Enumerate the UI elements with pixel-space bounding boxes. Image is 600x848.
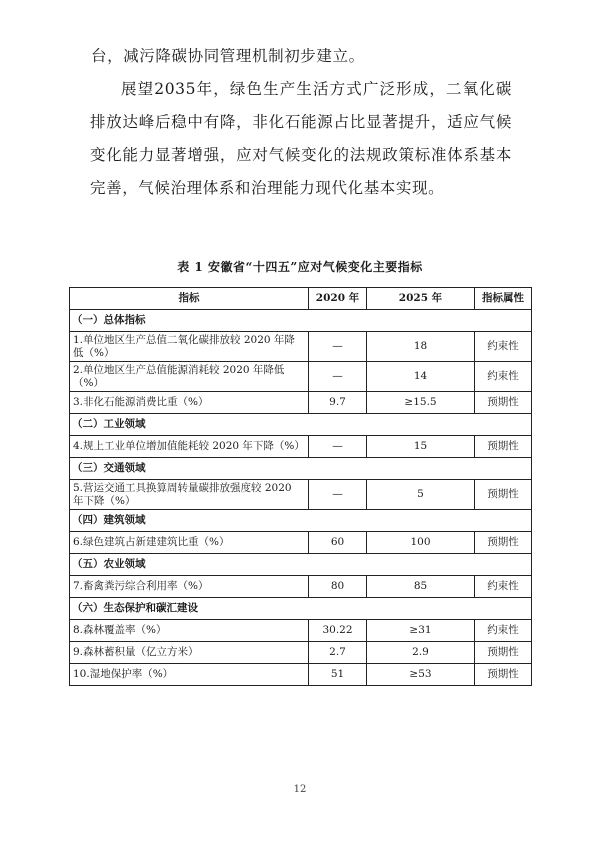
indicator-cell: 8.森林覆盖率（%）: [70, 620, 309, 642]
attribute-cell: 约束性: [475, 332, 532, 362]
indicator-cell: 10.湿地保护率（%）: [70, 664, 309, 686]
table-row: [70, 664, 532, 686]
attribute-cell: 预期性: [475, 664, 532, 686]
value-2025-cell: ≥53: [367, 664, 475, 686]
indicator-cell: 2.单位地区生产总值能源消耗较 2020 年降低（%）: [70, 362, 309, 392]
table-row: [70, 620, 532, 642]
value-2025-cell: ≥15.5: [367, 392, 475, 414]
table-row: [70, 576, 532, 598]
section-row: [70, 414, 532, 436]
attribute-cell: 预期性: [475, 642, 532, 664]
table-row: [70, 532, 532, 554]
section-row: [70, 458, 532, 480]
attribute-cell: 预期性: [475, 392, 532, 414]
indicator-cell: 7.畜禽粪污综合利用率（%）: [70, 576, 309, 598]
value-2020-cell: 60: [309, 532, 367, 554]
value-2025-cell: 100: [367, 532, 475, 554]
indicator-cell: 1.单位地区生产总值二氧化碳排放较 2020 年降低（%）: [70, 332, 309, 362]
paragraph-continuation: 台，减污降碳协同管理机制初步建立。: [91, 47, 365, 65]
value-2020-cell: 80: [309, 576, 367, 598]
paragraph-outlook-2035: 展望2035年，绿色生产生活方式广泛形成，二氧化碳排放达峰后稳中有降，非化石能源占比显著提升，适应气候变化能力显著增强，应对气候变化的法规政策标准体系基本完善，气候治理体系和治理能力现代化基本实现。: [90, 80, 512, 197]
header-attribute: 指标属性: [475, 288, 532, 310]
table-row: [70, 332, 532, 362]
section-row: [70, 598, 532, 620]
value-2025-cell: 15: [367, 436, 475, 458]
value-2020-cell: 2.7: [309, 642, 367, 664]
indicators-table: [69, 287, 532, 686]
indicator-cell: 3.非化石能源消费比重（%）: [70, 392, 309, 414]
value-2025-cell: 14: [367, 362, 475, 392]
value-2025-cell: ≥31: [367, 620, 475, 642]
table-row: [70, 392, 532, 414]
table-row: [70, 362, 532, 392]
section-title: （一）总体指标: [70, 310, 532, 332]
section-title: （五）农业领域: [70, 554, 532, 576]
attribute-cell: 预期性: [475, 480, 532, 510]
header-2020: 2020 年: [309, 288, 367, 310]
value-2020-cell: —: [309, 332, 367, 362]
indicator-cell: 5.营运交通工具换算周转量碳排放强度较 2020 年下降（%）: [70, 480, 309, 510]
attribute-cell: 约束性: [475, 362, 532, 392]
value-2020-cell: —: [309, 480, 367, 510]
indicator-cell: 6.绿色建筑占新建建筑比重（%）: [70, 532, 309, 554]
section-title: （六）生态保护和碳汇建设: [70, 598, 532, 620]
value-2020-cell: 9.7: [309, 392, 367, 414]
indicator-cell: 4.规上工业单位增加值能耗较 2020 年下降（%）: [70, 436, 309, 458]
section-title: （二）工业领域: [70, 414, 532, 436]
section-title: （四）建筑领域: [70, 510, 532, 532]
header-indicator: 指标: [70, 288, 309, 310]
value-2025-cell: 18: [367, 332, 475, 362]
indicator-cell: 9.森林蓄积量（亿立方米）: [70, 642, 309, 664]
value-2020-cell: 30.22: [309, 620, 367, 642]
section-row: [70, 510, 532, 532]
attribute-cell: 预期性: [475, 532, 532, 554]
attribute-cell: 预期性: [475, 436, 532, 458]
table-header-row: [70, 288, 532, 310]
value-2025-cell: 5: [367, 480, 475, 510]
page-number: 12: [293, 784, 307, 795]
attribute-cell: 约束性: [475, 576, 532, 598]
table-body: [70, 310, 532, 686]
table-caption: 表 1 安徽省“十四五”应对气候变化主要指标: [177, 260, 423, 274]
section-title: （三）交通领域: [70, 458, 532, 480]
value-2020-cell: —: [309, 362, 367, 392]
header-2025: 2025 年: [367, 288, 475, 310]
value-2020-cell: 51: [309, 664, 367, 686]
value-2025-cell: 85: [367, 576, 475, 598]
value-2025-cell: 2.9: [367, 642, 475, 664]
table-row: [70, 642, 532, 664]
value-2020-cell: —: [309, 436, 367, 458]
table-row: [70, 480, 532, 510]
table-row: [70, 436, 532, 458]
section-row: [70, 310, 532, 332]
attribute-cell: 约束性: [475, 620, 532, 642]
section-row: [70, 554, 532, 576]
